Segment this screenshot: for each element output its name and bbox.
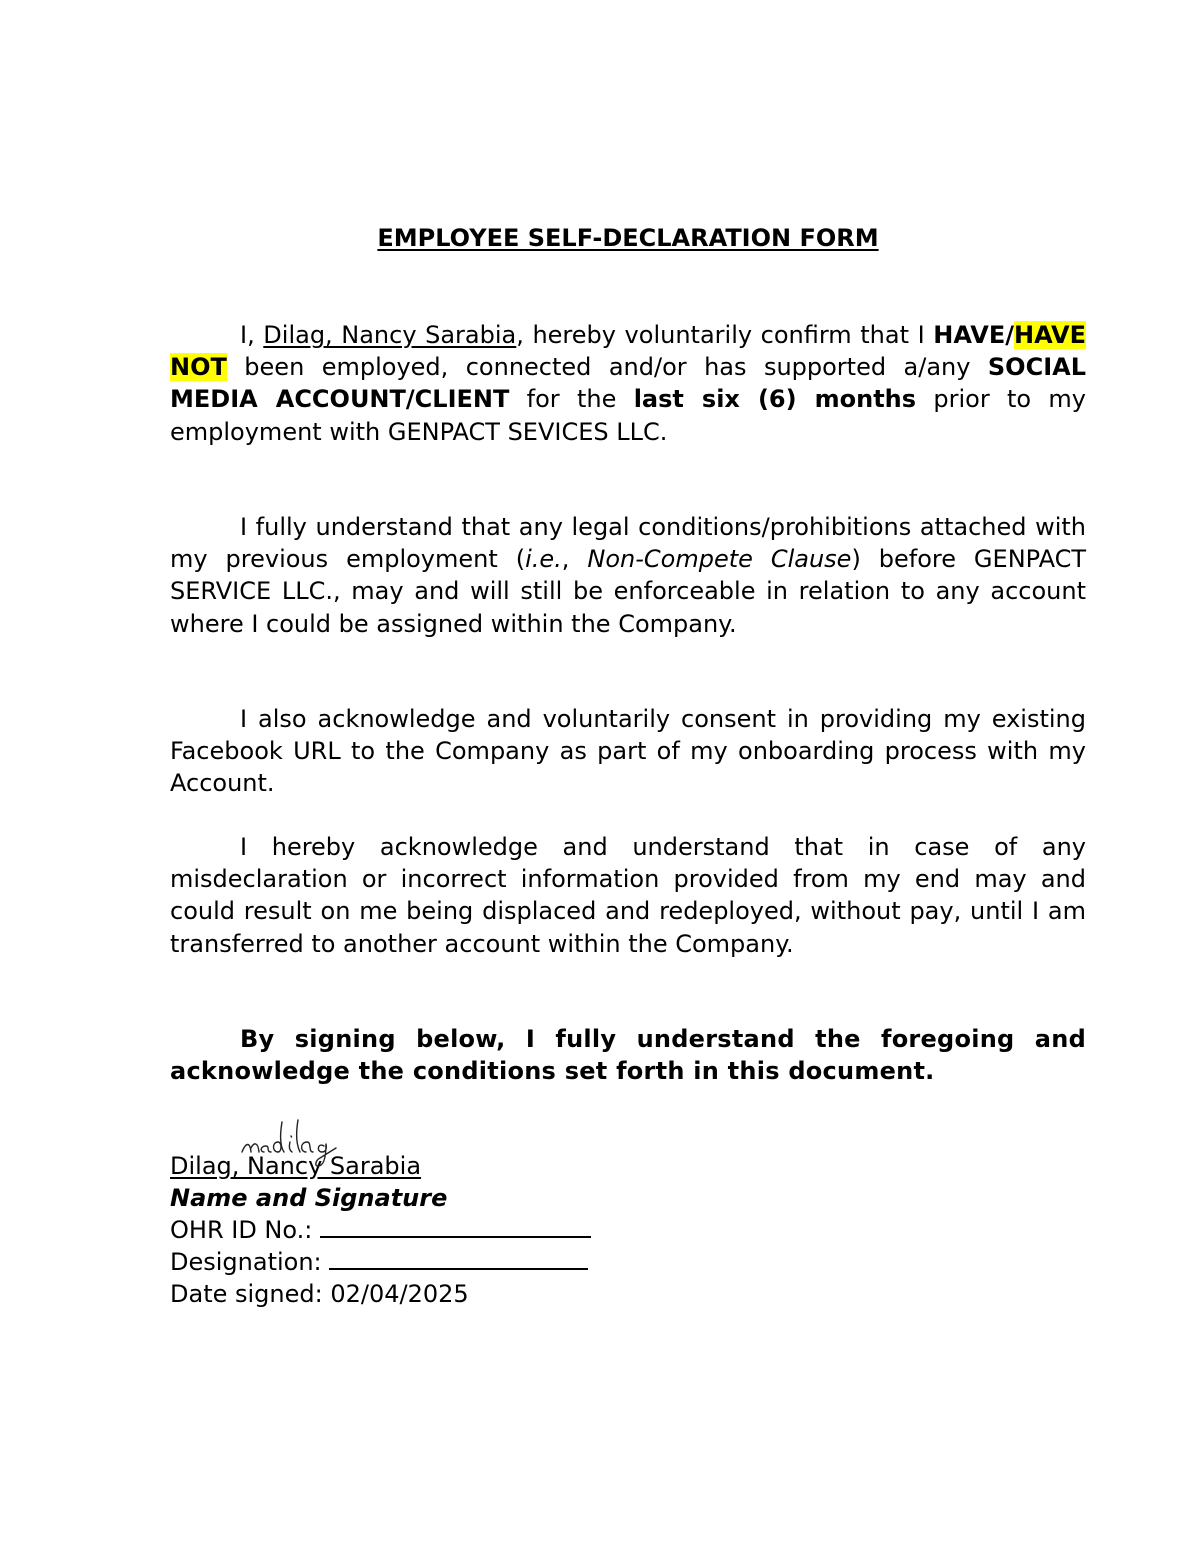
ohr-id-row: [170, 1214, 770, 1246]
ie-text: i.e.: [525, 545, 562, 574]
facebook-consent-paragraph: I also acknowledge and voluntarily consent in providing my existing Facebook URL to the Company as part of my onboarding process with my Account.: [170, 705, 1086, 798]
form-title: EMPLOYEE SELF-DECLARATION FORM: [377, 224, 879, 252]
period-text: last six (6) months: [633, 385, 917, 414]
designation-field[interactable]: [329, 1246, 588, 1270]
ohr-id-field[interactable]: [320, 1214, 591, 1238]
p1-text2: been employed, connected and/or has supported a/any: [226, 353, 988, 382]
employee-name: Dilag, Nancy Sarabia: [263, 321, 517, 349]
p1-text4: prior to my employment with GENPACT SEVICES LLC.: [170, 385, 1086, 446]
p2-text1: I fully understand that any legal conditions/prohibitions attached with my previous employment (: [170, 513, 1086, 574]
option-have: HAVE/: [933, 321, 1014, 349]
declaration-paragraph: [170, 319, 1086, 448]
misdeclaration-paragraph: I hereby acknowledge and understand that in case of any misdeclaration or incorrect information provided from my end may and could result on me being displaced and redeployed, without pay, until I am transferred to another account within the Company.: [170, 833, 1086, 958]
designation-label: Designation:: [170, 1248, 330, 1276]
p2-comma: ,: [561, 545, 588, 574]
option-have-not-highlighted: HAVE NOT: [170, 321, 1086, 382]
p1-text3: for the: [509, 385, 634, 414]
signature-block: [170, 1150, 770, 1310]
date-signed-row: [170, 1278, 770, 1310]
non-compete-clause: Non-Compete Clause: [587, 545, 852, 574]
ohr-id-label: OHR ID No.:: [170, 1216, 320, 1244]
acknowledgement-paragraph: By signing below, I fully understand the foregoing and acknowledge the conditions set forth in this document.: [170, 1025, 1086, 1086]
p1-prefix: I,: [240, 321, 264, 349]
handwritten-signature-icon: [240, 1112, 350, 1170]
date-signed-label: Date signed:: [170, 1280, 331, 1308]
signature-caption: Name and Signature: [170, 1184, 448, 1212]
social-media-account: SOCIAL MEDIA ACCOUNT/CLIENT: [170, 353, 1086, 414]
date-signed-value: 02/04/2025: [330, 1280, 469, 1308]
legal-conditions-paragraph: [170, 511, 1086, 640]
p1-text1: , hereby voluntarily confirm that I: [516, 321, 934, 349]
p2-text2: ) before GENPACT SERVICE LLC., may and will still be enforceable in relation to any account where I could be assigned within the Company.: [170, 545, 1086, 638]
signer-name: Dilag, Nancy Sarabia: [170, 1152, 422, 1180]
designation-row: [170, 1246, 770, 1278]
